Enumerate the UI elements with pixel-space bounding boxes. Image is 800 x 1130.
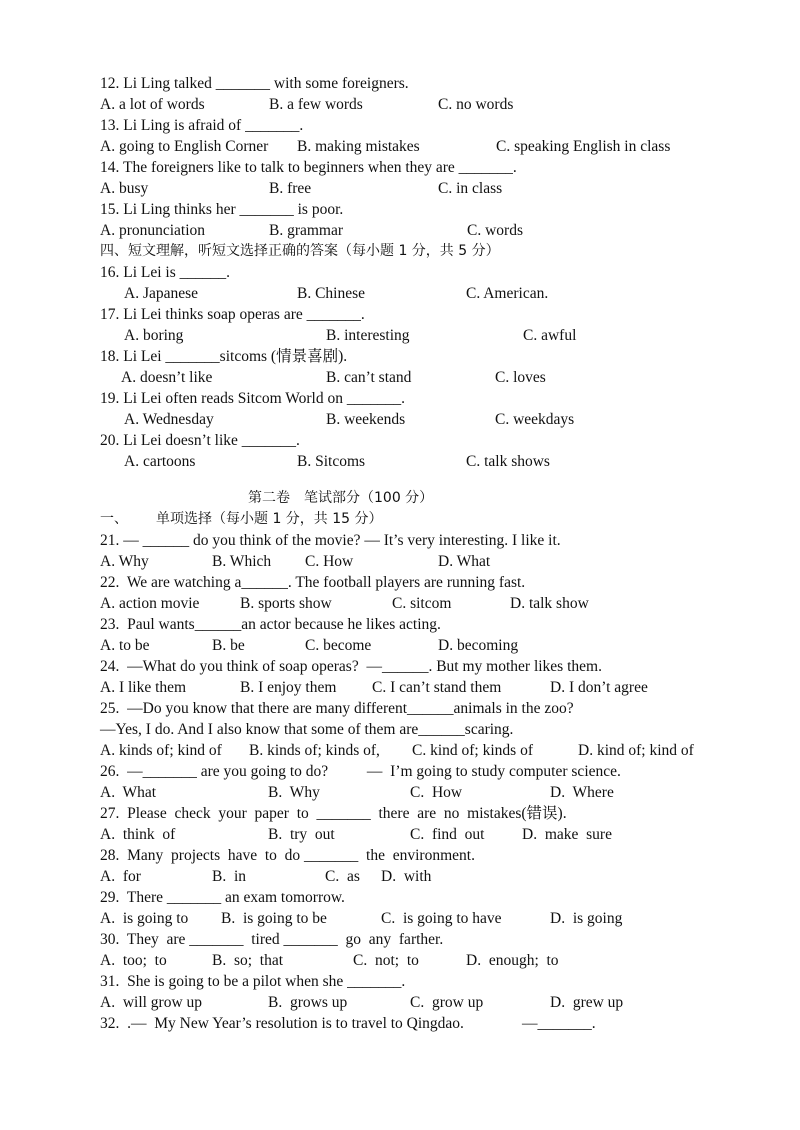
option-a: A. is going to [100,910,189,927]
option-b: B. making mistakes [297,138,420,155]
section-heading-1 [0,509,800,530]
option-c: C. not; to [353,952,419,969]
question-text: 29. There _______ an exam tomorrow. [100,889,345,906]
option-d: D. grew up [550,994,624,1011]
option-a: A. boring [124,327,184,344]
option-b: B. interesting [326,327,410,344]
option-a: A. Why [100,553,149,570]
question-text: 12. Li Ling talked _______ with some foreigners. [100,75,409,92]
question-text: 22. We are watching a______. The football players are running fast. [100,574,526,591]
option-b: B. in [212,868,247,885]
option-a: A. Japanese [124,285,199,302]
question-text: 26. —_______ are you going to do? — I’m going to study computer science. [100,763,621,780]
question-22 [0,572,800,593]
option-b: B. grammar [269,222,344,239]
volume-title-row [0,488,800,509]
question-18 [0,346,800,367]
section-heading-text: 四、短文理解，听短文选择正确的答案（每小题 1 分，共 5 分） [100,243,500,259]
option-b: B. can’t stand [326,369,412,386]
options-30 [0,950,800,971]
option-b: B. Chinese [297,285,366,302]
option-c: C. sitcom [392,595,452,612]
option-b: B. grows up [268,994,348,1011]
question-text: 21. — ______ do you think of the movie? — It’s very interesting. I like it. [100,532,561,549]
question-text: 28. Many projects have to do _______ the environment. [100,847,475,864]
option-b: B. Sitcoms [297,453,366,470]
options-22 [0,593,800,614]
question-text: 20. Li Lei doesn’t like _______. [100,432,300,449]
option-d: D. talk show [510,595,589,612]
question-16 [0,262,800,283]
question-32 [0,1013,800,1034]
question-24 [0,656,800,677]
option-a: A. Wednesday [124,411,214,428]
options-28 [0,866,800,887]
question-text: 24. —What do you think of soap operas? —______. But my mother likes them. [100,658,602,675]
option-a: A. kinds of; kind of [100,742,222,759]
options-14 [0,178,800,199]
option-b: B. I enjoy them [240,679,337,696]
option-b: B. weekends [326,411,406,428]
option-a: A. busy [100,180,149,197]
question-17 [0,304,800,325]
option-c: C. find out [410,826,485,843]
option-a: A. I like them [100,679,187,696]
options-24 [0,677,800,698]
options-13 [0,136,800,157]
option-c: C. American. [466,285,549,302]
question-27 [0,803,800,824]
option-c: C. weekdays [495,411,575,428]
option-a: A. to be [100,637,150,654]
option-c: C. grow up [410,994,484,1011]
option-d: D. I don’t agree [550,679,648,696]
option-b: B. so; that [212,952,284,969]
question-text: 27. Please check your paper to _______ there are no mistakes(错误). [100,805,567,822]
question-text: 23. Paul wants______an actor because he likes acting. [100,616,441,633]
question-text: 15. Li Ling thinks her _______ is poor. [100,201,344,218]
option-c: C. no words [438,96,514,113]
question-text: 19. Li Lei often reads Sitcom World on _______. [100,390,405,407]
option-d: D. is going [550,910,623,927]
option-b: B. try out [268,826,335,843]
option-c: C. I can’t stand them [372,679,502,696]
question-reply: —_______. [522,1015,596,1032]
question-text: 18. Li Lei _______sitcoms (情景喜剧). [100,348,348,365]
question-21 [0,530,800,551]
option-b: B. a few words [269,96,363,113]
question-text: 31. She is going to be a pilot when she _______. [100,973,406,990]
question-20 [0,430,800,451]
option-b: B. Why [268,784,320,801]
option-d: D. Where [550,784,614,801]
option-b: B. be [212,637,245,654]
option-d: D. enough; to [466,952,559,969]
question-14 [0,157,800,178]
question-15 [0,199,800,220]
option-c: C. speaking English in class [496,138,671,155]
section-heading-4 [0,241,800,262]
question-text: 25. —Do you know that there are many different______animals in the zoo? [100,700,574,717]
section-number: 一、 [100,511,128,527]
option-d: D. make sure [522,826,612,843]
options-26 [0,782,800,803]
question-30 [0,929,800,950]
options-15 [0,220,800,241]
question-text: —Yes, I do. And I also know that some of them are______scaring. [100,721,514,738]
options-16 [0,283,800,304]
question-31 [0,971,800,992]
volume-title: 第二卷 笔试部分（100 分） [248,490,434,506]
question-text: 30. They are _______ tired _______ go any farther. [100,931,444,948]
option-b: B. free [269,180,312,197]
question-text: 14. The foreigners like to talk to beginners when they are _______. [100,159,517,176]
options-18 [0,367,800,388]
option-c: C. talk shows [466,453,550,470]
option-a: A. pronunciation [100,222,206,239]
option-b: B. is going to be [221,910,327,927]
option-a: A. for [100,868,141,885]
options-17 [0,325,800,346]
option-b: B. sports show [240,595,332,612]
question-13 [0,115,800,136]
options-12 [0,94,800,115]
question-19 [0,388,800,409]
option-b: B. kinds of; kinds of, [249,742,380,759]
option-a: A. doesn’t like [121,369,213,386]
option-c: C. words [467,222,523,239]
question-text: 13. Li Ling is afraid of _______. [100,117,304,134]
option-a: A. action movie [100,595,200,612]
question-25 [0,698,800,719]
option-a: A. a lot of words [100,96,205,113]
option-c: C. kind of; kinds of [412,742,533,759]
question-25-reply [0,719,800,740]
option-c: C. How [410,784,463,801]
option-a: A. going to English Corner [100,138,269,155]
option-c: C. in class [438,180,503,197]
option-a: A. too; to [100,952,167,969]
options-23 [0,635,800,656]
option-a: A. think of [100,826,176,843]
option-c: C. as [325,868,360,885]
option-c: C. is going to have [381,910,502,927]
option-d: D. kind of; kind of [578,742,694,759]
question-text: 16. Li Lei is ______. [100,264,231,281]
option-a: A. What [100,784,157,801]
options-20 [0,451,800,472]
question-text: 32. .— My New Year’s resolution is to travel to Qingdao. [100,1015,464,1032]
options-27 [0,824,800,845]
question-23 [0,614,800,635]
options-31 [0,992,800,1013]
question-text: 17. Li Lei thinks soap operas are _______. [100,306,365,323]
option-a: A. will grow up [100,994,203,1011]
option-a: A. cartoons [124,453,196,470]
option-b: B. Which [212,553,272,570]
options-29 [0,908,800,929]
question-12 [0,73,800,94]
question-26 [0,761,800,782]
option-d: D. What [438,553,491,570]
option-c: C. How [305,553,354,570]
option-c: C. loves [495,369,546,386]
options-25 [0,740,800,761]
option-d: D. becoming [438,637,519,654]
option-c: C. awful [523,327,577,344]
option-c: C. become [305,637,372,654]
option-d: D. with [381,868,432,885]
question-29 [0,887,800,908]
options-19 [0,409,800,430]
options-21 [0,551,800,572]
section-title: 单项选择（每小题 1 分，共 15 分） [156,511,383,527]
question-28 [0,845,800,866]
